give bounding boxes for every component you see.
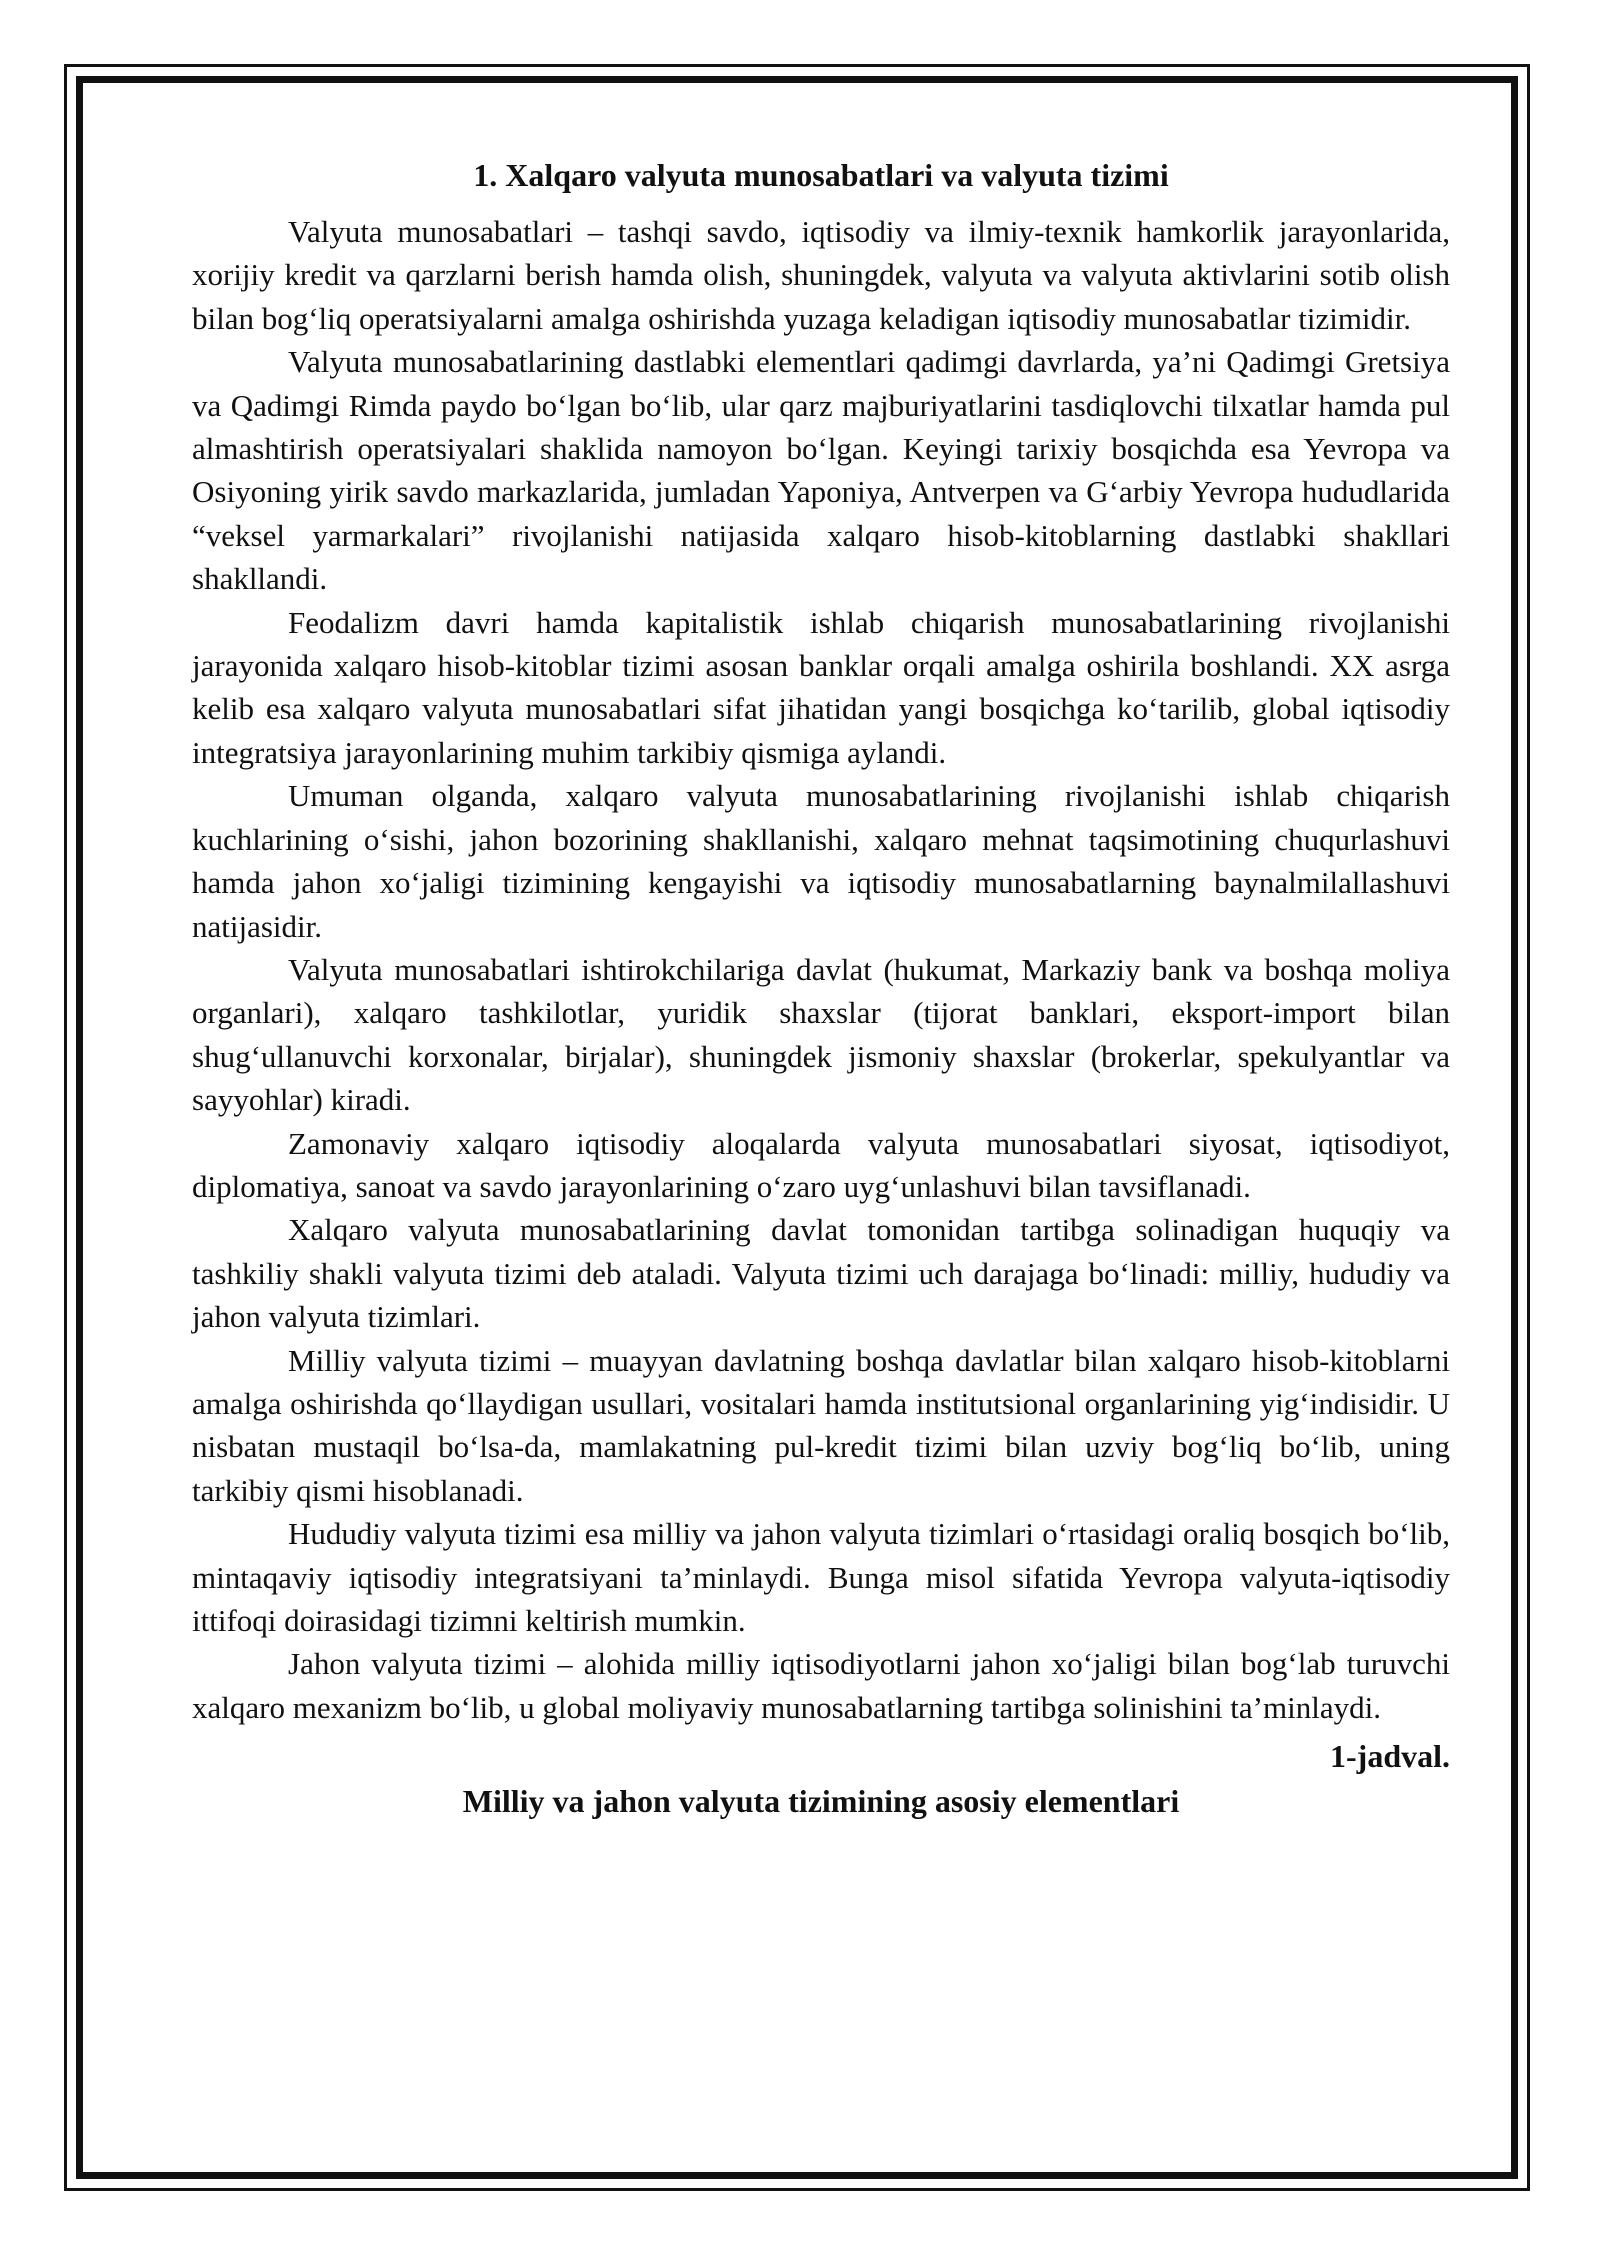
paragraph-5: Valyuta munosabatlari ishtirokchilariga davlat (hukumat, Markaziy bank va boshqa moliya organlari), xalqaro tashkilotlar, yuridik shaxslar (tijorat banklari, eksport-import bilan shug‘ullanuvchi korxonalar, birjalar), shuningdek jismoniy shaxslar (brokerlar, spekulyantlar va sayyohlar) kiradi. bbox=[192, 951, 1450, 1118]
paragraph-6: Zamonaviy xalqaro iqtisodiy aloqalarda valyuta munosabatlari siyosat, iqtisodiyot, diplomatiya, sanoat va savdo jarayonlarining o‘zaro uyg‘unlashuvi bilan tavsiflanadi. bbox=[192, 1125, 1450, 1204]
paragraph-9: Hududiy valyuta tizimi esa milliy va jahon valyuta tizimlari o‘rtasidagi oraliq bosqich bo‘lib, mintaqaviy iqtisodiy integratsiyani ta’minlaydi. Bunga misol sifatida Yevropa valyuta-iqtisodiy ittifoqi doirasidagi tizimni keltirish mumkin. bbox=[192, 1516, 1450, 1638]
table-title: Milliy va jahon valyuta tizimining asosiy elementlari bbox=[462, 1783, 1180, 1820]
section-title: 1. Xalqaro valyuta munosabatlari va valyuta tizimi bbox=[473, 157, 1169, 193]
paragraph-1: Valyuta munosabatlari – tashqi savdo, iqtisodiy va ilmiy-texnik hamkorlik jarayonlarida, xorijiy kredit va qarzlarni berish hamda olish, shuningdek, valyuta va valyuta aktivlarini sotib olish bilan bog‘liq operatsiyalarni amalga oshirishda yuzaga keladigan iqtisodiy munosabatlar tizimidir. bbox=[192, 214, 1450, 336]
document-body bbox=[192, 150, 1450, 1823]
paragraph-3: Feodalizm davri hamda kapitalistik ishlab chiqarish munosabatlarining rivojlanishi jarayonida xalqaro hisob-kitoblar tizimi asosan banklar orqali amalga oshirila boshlandi. XX asrga kelib esa xalqaro valyuta munosabatlari sifat jihatidan yangi bosqichga ko‘tarilib, global iqtisodiy integratsiya jarayonlarining muhim tarkibiy qismiga aylandi. bbox=[192, 604, 1450, 770]
paragraph-8: Milliy valyuta tizimi – muayyan davlatning boshqa davlatlar bilan xalqaro hisob-kitoblarni amalga oshirishda qo‘llaydigan usullari, vositalari hamda institutsional organlarining yig‘indisidir. U nisbatan mustaqil bo‘lsa-da, mamlakatning pul-kredit tizimi bilan uzviy bog‘liq bo‘lib, uning tarkibiy qismi hisoblanadi. bbox=[192, 1342, 1450, 1508]
paragraph-4: Umuman olganda, xalqaro valyuta munosabatlarining rivojlanishi ishlab chiqarish kuchlarining o‘sishi, jahon bozorining shakllanishi, xalqaro mehnat taqsimotining chuqurlashuvi hamda jahon xo‘jaligi tizimining kengayishi va iqtisodiy munosabatlarning baynalmilallashuvi natijasidir. bbox=[192, 778, 1450, 944]
paragraph-7: Xalqaro valyuta munosabatlarining davlat tomonidan tartibga solinadigan huquqiy va tashkiliy shakli valyuta tizimi deb ataladi. Valyuta tizimi uch darajaga bo‘linadi: milliy, hududiy va jahon valyuta tizimlari. bbox=[192, 1212, 1450, 1335]
paragraph-10: Jahon valyuta tizimi – alohida milliy iqtisodiyotlarni jahon xo‘jaligi bilan bog‘lab turuvchi xalqaro mexanizm bo‘lib, u global moliyaviy munosabatlarning tartibga solinishini ta’minlaydi. bbox=[192, 1646, 1450, 1725]
paragraph-2: Valyuta munosabatlarining dastlabki elementlari qadimgi davrlarda, ya’ni Qadimgi Gretsiya va Qadimgi Rimda paydo bo‘lgan bo‘lib, ular qarz majburiyatlarini tasdiqlovchi tilxatlar hamda pul almashtirish operatsiyalari shaklida namoyon bo‘lgan. Keyingi tarixiy bosqichda esa Yevropa va Osiyoning yirik savdo markazlarida, jumladan Yaponiya, Antverpen va G‘arbiy Yevropa hududlarida “veksel yarmarkalari” rivojlanishi natijasida xalqaro hisob-kitoblarning dastlabki shakllari shakllandi. bbox=[192, 344, 1450, 597]
table-number: 1-jadval. bbox=[1330, 1738, 1450, 1775]
